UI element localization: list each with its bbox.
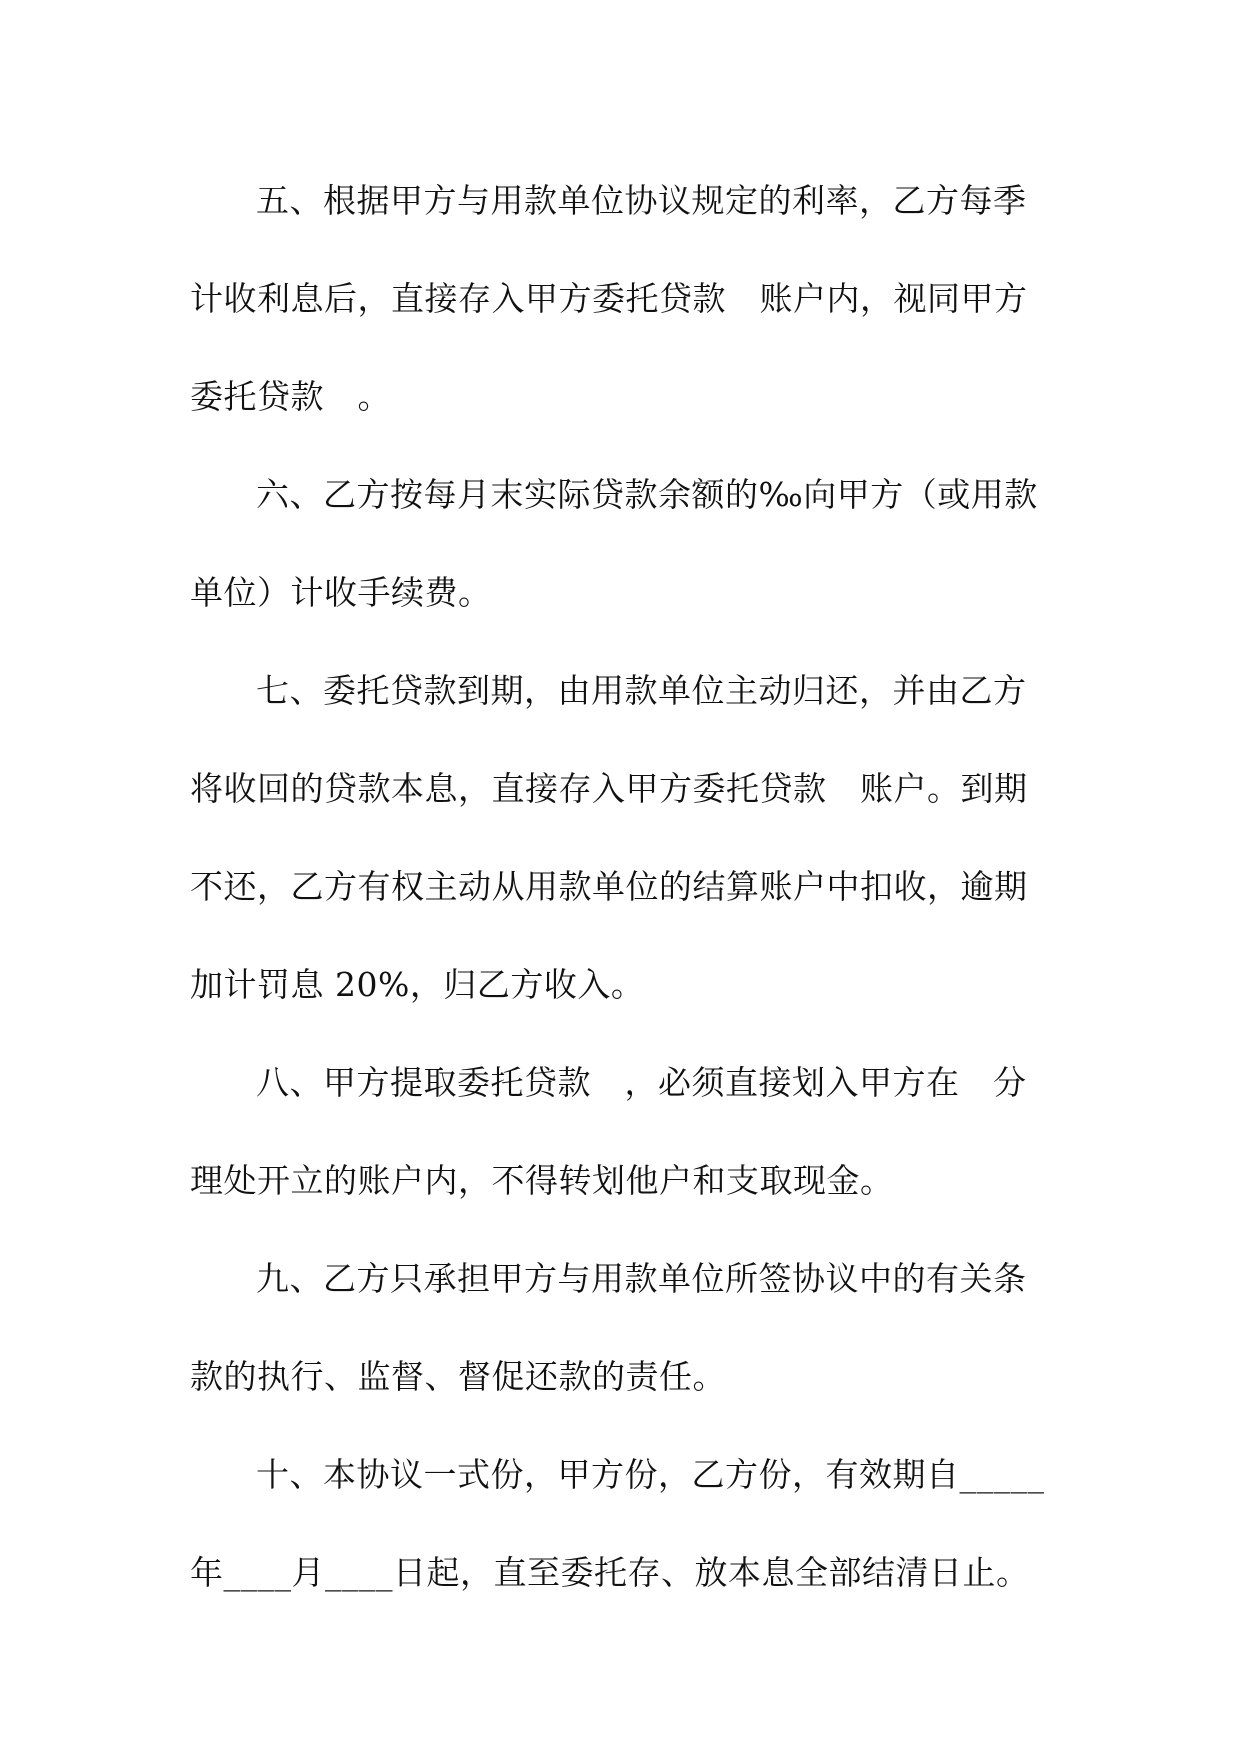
clause-8-line-1: 八、甲方提取委托贷款 ，必须直接划入甲方在 分 (256, 1063, 1027, 1102)
clause-6-line-2: 单位）计收手续费。 (190, 573, 492, 612)
clause-5-line-1: 五、根据甲方与用款单位协议规定的利率，乙方每季 (256, 181, 1027, 220)
clause-9-line-2: 款的执行、监督、督促还款的责任。 (190, 1357, 726, 1396)
clause-10-line-2: 年____月____日起，直至委托存、放本息全部结清日止。 (190, 1553, 1030, 1592)
clause-8-line-2: 理处开立的账户内，不得转划他户和支取现金。 (190, 1161, 894, 1200)
clause-6-line-1: 六、乙方按每月末实际贷款余额的‰向甲方（或用款 (256, 475, 1038, 514)
clause-7-line-3: 不还，乙方有权主动从用款单位的结算账户中扣收，逾期 (190, 867, 1028, 906)
clause-10-line-1: 十、本协议一式份，甲方份，乙方份，有效期自_____ (256, 1455, 1045, 1494)
clause-5-line-3: 委托贷款 。 (190, 377, 391, 416)
clause-7-line-1: 七、委托贷款到期，由用款单位主动归还，并由乙方 (256, 671, 1027, 710)
clause-7-line-2: 将收回的贷款本息，直接存入甲方委托贷款 账户。到期 (190, 769, 1028, 808)
clause-7-line-4: 加计罚息 20%，归乙方收入。 (190, 965, 645, 1004)
clause-9-line-1: 九、乙方只承担甲方与用款单位所签协议中的有关条 (256, 1259, 1027, 1298)
clause-5-line-2: 计收利息后，直接存入甲方委托贷款 账户内，视同甲方 (190, 279, 1028, 318)
